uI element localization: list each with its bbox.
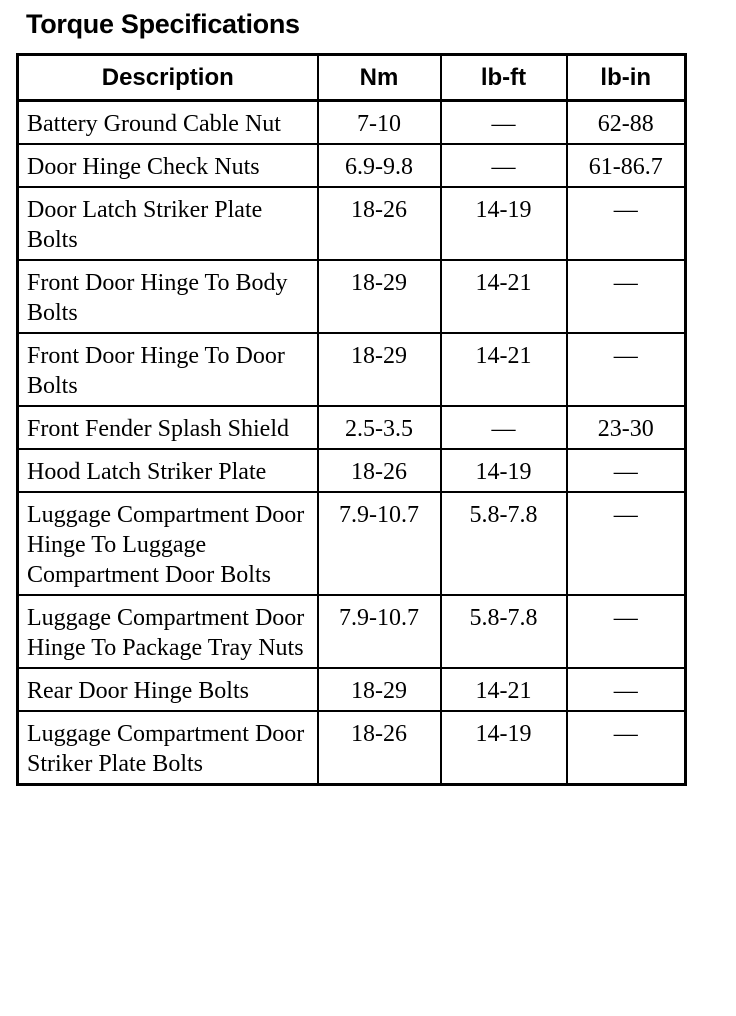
table-row <box>18 260 686 333</box>
nm-cell: 7.9-10.7 <box>318 492 441 595</box>
lb-in-cell: 23-30 <box>567 406 686 449</box>
table-row <box>18 711 686 785</box>
description-cell: Rear Door Hinge Bolts <box>18 668 318 711</box>
table-row <box>18 333 686 406</box>
lb-in-cell: — <box>567 595 686 668</box>
table-row <box>18 144 686 187</box>
nm-cell: 18-29 <box>318 260 441 333</box>
table-row <box>18 668 686 711</box>
lb-ft-cell: — <box>441 101 567 145</box>
lb-in-cell: — <box>567 187 686 260</box>
lb-ft-cell: 14-19 <box>441 187 567 260</box>
description-cell: Front Door Hinge To Body Bolts <box>18 260 318 333</box>
nm-cell: 18-26 <box>318 449 441 492</box>
lb-in-cell: — <box>567 711 686 785</box>
table-row <box>18 449 686 492</box>
nm-cell: 6.9-9.8 <box>318 144 441 187</box>
header-lb-ft: lb-ft <box>441 55 567 101</box>
table-row <box>18 492 686 595</box>
description-cell: Luggage Compartment Door Hinge To Luggage Compartment Door Bolts <box>18 492 318 595</box>
lb-ft-cell: 14-21 <box>441 260 567 333</box>
nm-cell: 7-10 <box>318 101 441 145</box>
lb-ft-cell: — <box>441 406 567 449</box>
lb-in-cell: — <box>567 333 686 406</box>
lb-in-cell: — <box>567 260 686 333</box>
lb-ft-cell: 5.8-7.8 <box>441 492 567 595</box>
lb-in-cell: — <box>567 449 686 492</box>
lb-in-cell: — <box>567 492 686 595</box>
description-cell: Door Hinge Check Nuts <box>18 144 318 187</box>
nm-cell: 18-29 <box>318 668 441 711</box>
table-row <box>18 406 686 449</box>
description-cell: Hood Latch Striker Plate <box>18 449 318 492</box>
description-cell: Luggage Compartment Door Striker Plate Bolts <box>18 711 318 785</box>
table-row <box>18 595 686 668</box>
header-nm: Nm <box>318 55 441 101</box>
table-header-row <box>18 55 686 101</box>
nm-cell: 2.5-3.5 <box>318 406 441 449</box>
nm-cell: 7.9-10.7 <box>318 595 441 668</box>
torque-spec-table <box>16 53 687 786</box>
nm-cell: 18-26 <box>318 711 441 785</box>
header-description: Description <box>18 55 318 101</box>
lb-ft-cell: 14-21 <box>441 333 567 406</box>
description-cell: Front Door Hinge To Door Bolts <box>18 333 318 406</box>
lb-in-cell: 62-88 <box>567 101 686 145</box>
lb-in-cell: — <box>567 668 686 711</box>
table-row <box>18 101 686 145</box>
nm-cell: 18-29 <box>318 333 441 406</box>
header-lb-in: lb-in <box>567 55 686 101</box>
lb-ft-cell: 5.8-7.8 <box>441 595 567 668</box>
table-row <box>18 187 686 260</box>
description-cell: Front Fender Splash Shield <box>18 406 318 449</box>
nm-cell: 18-26 <box>318 187 441 260</box>
page-title: Torque Specifications <box>26 9 300 39</box>
lb-ft-cell: 14-19 <box>441 711 567 785</box>
description-cell: Battery Ground Cable Nut <box>18 101 318 145</box>
lb-in-cell: 61-86.7 <box>567 144 686 187</box>
description-cell: Luggage Compartment Door Hinge To Package Tray Nuts <box>18 595 318 668</box>
lb-ft-cell: — <box>441 144 567 187</box>
lb-ft-cell: 14-21 <box>441 668 567 711</box>
lb-ft-cell: 14-19 <box>441 449 567 492</box>
description-cell: Door Latch Striker Plate Bolts <box>18 187 318 260</box>
